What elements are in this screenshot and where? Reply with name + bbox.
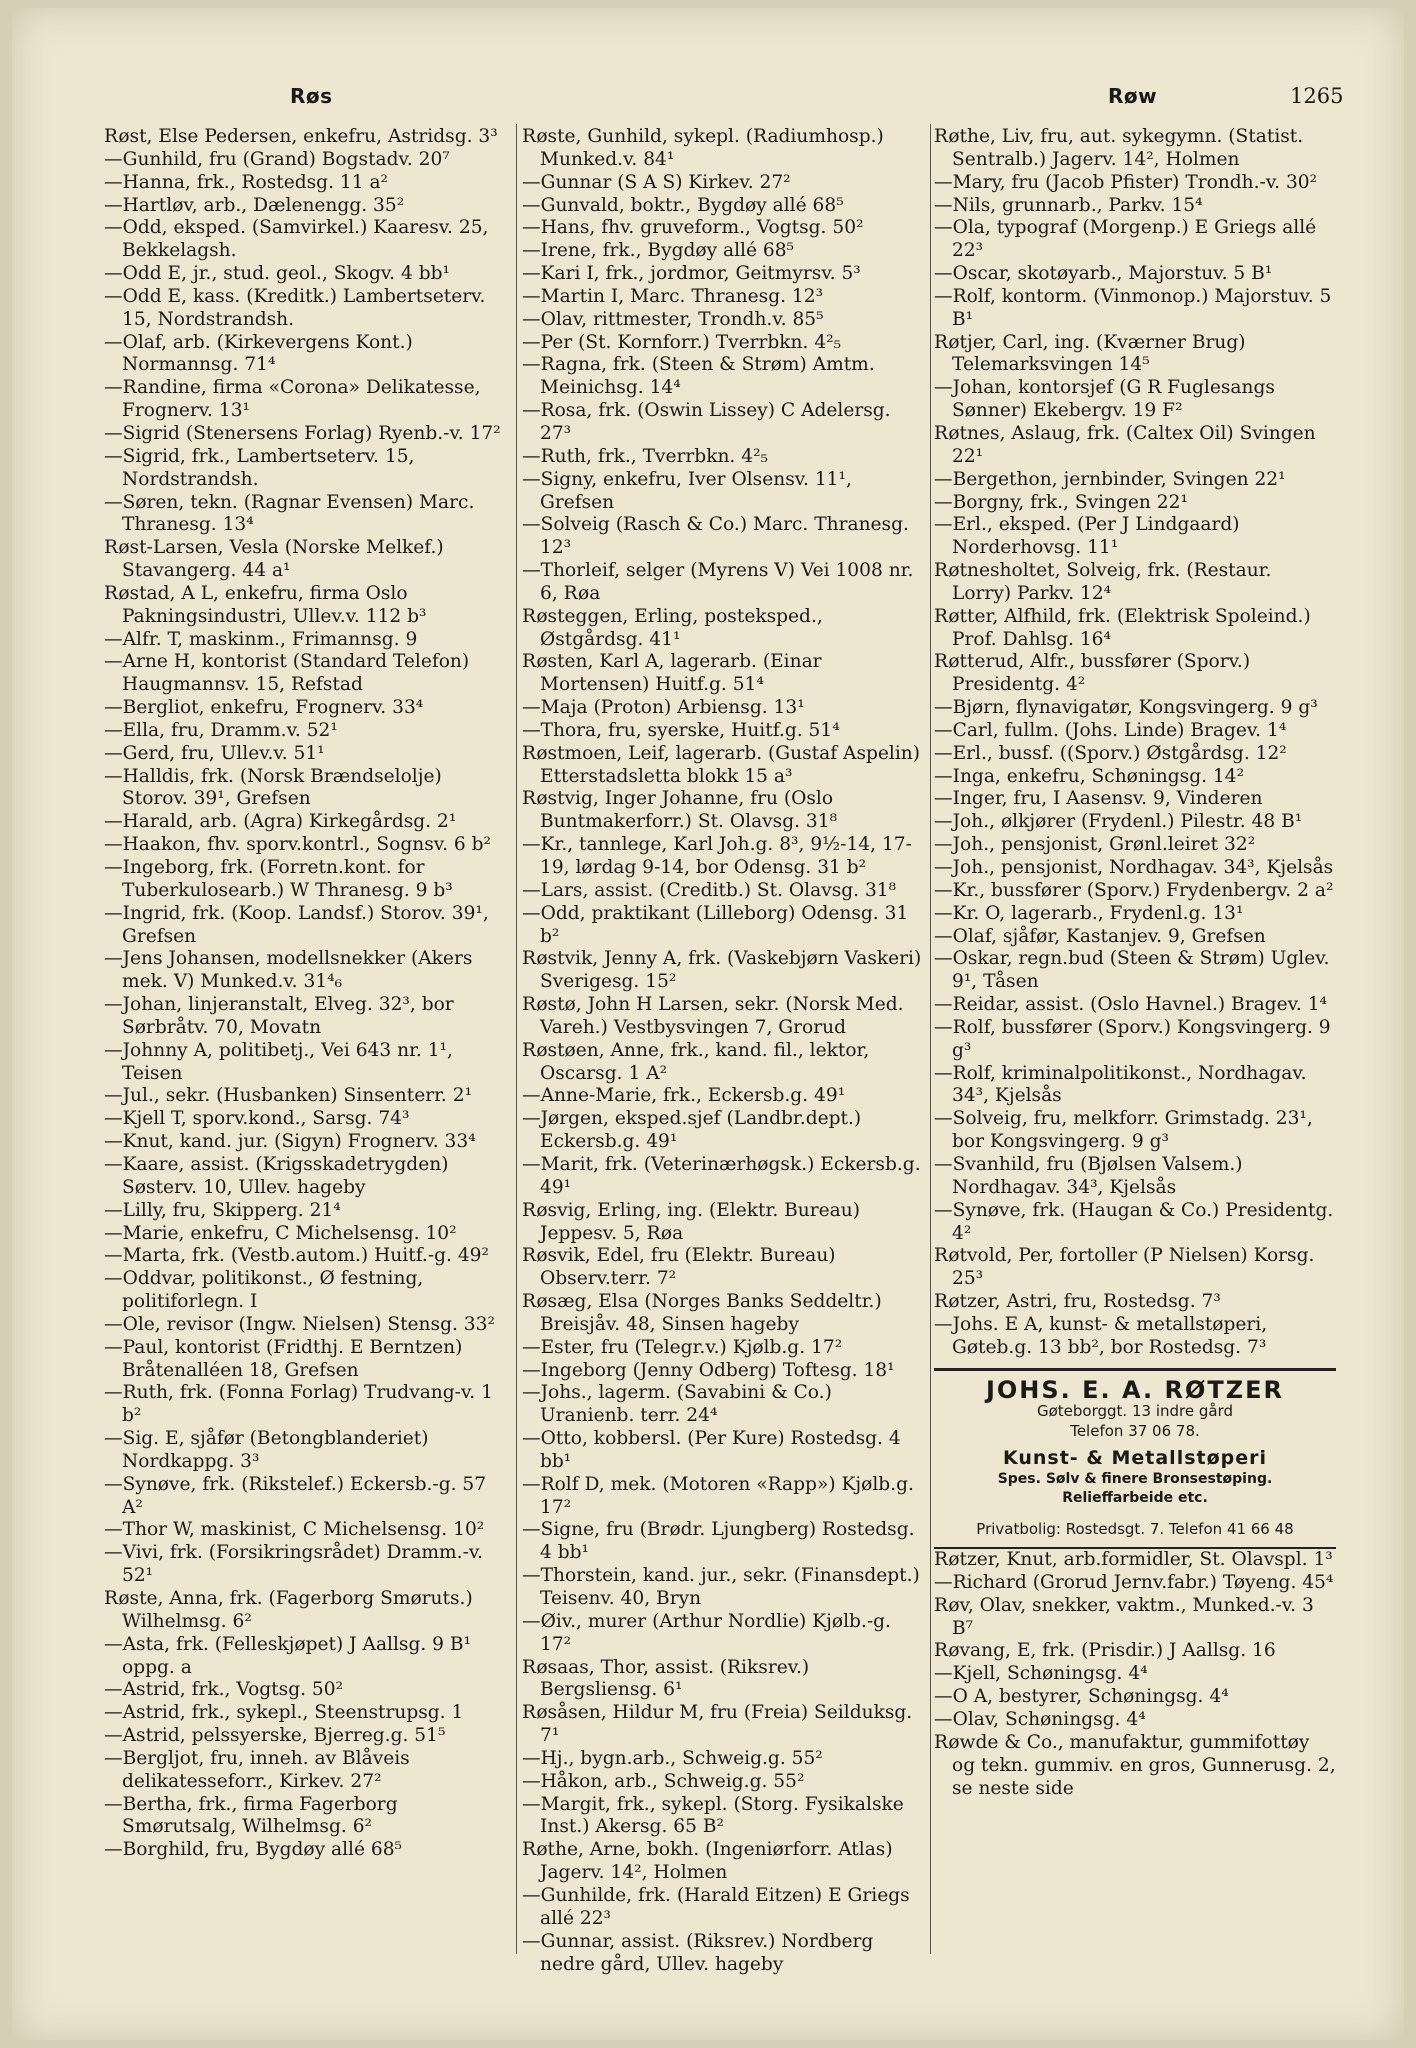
directory-entry: —Knut, kand. jur. (Sigyn) Frognerv. 33⁴ <box>104 1131 476 1153</box>
directory-entry: —Ingeborg, frk. (Forretn.kont. for Tuberkulosearb.) W Thranesg. 9 b³ <box>104 857 453 901</box>
directory-entry: Røtjer, Carl, ing. (Kværner Brug) Telemarksvingen 14⁵ <box>934 331 1246 376</box>
directory-entry: Røwde & Co., manufaktur, gummifottøy og tekn. gummiv. en gros, Gunnerusg. 2, se neste side <box>934 1731 1336 1799</box>
running-head-right: Røw <box>1108 84 1158 108</box>
directory-entry: —Gunhild, fru (Grand) Bogstadv. 20⁷ <box>104 148 450 170</box>
directory-entry: Røtnes, Aslaug, frk. (Caltex Oil) Svingen 22¹ <box>934 422 1316 467</box>
directory-entry: —Ingeborg (Jenny Odberg) Toftesg. 18¹ <box>522 1359 895 1381</box>
ad-address: Gøteborggt. 13 indre gård <box>1037 1402 1233 1421</box>
directory-entry: —Harald, arb. (Agra) Kirkegårdsg. 2¹ <box>104 811 457 833</box>
directory-entry: —Asta, frk. (Felleskjøpet) J Aallsg. 9 B¹ oppg. a <box>104 1633 472 1678</box>
directory-entry: —Bergethon, jernbinder, Svingen 22¹ <box>934 468 1286 490</box>
directory-entry: —Hanna, frk., Rostedsg. 11 a² <box>104 171 389 193</box>
directory-entry: —Ole, revisor (Ingw. Nielsen) Stensg. 33² <box>104 1313 495 1335</box>
ad-company-name: JOHS. E. A. RØTZER <box>985 1375 1285 1404</box>
directory-entry: —Kr., tannlege, Karl Joh.g. 8³, 9½-14, 17-19, lørdag 9-14, bor Odensg. 31 b² <box>522 834 912 878</box>
directory-entry: Røsvik, Edel, fru (Elektr. Bureau) Observ.terr. 7² <box>522 1245 836 1290</box>
directory-entry: —Signe, fru (Brødr. Ljungberg) Rostedsg. 4 bb¹ <box>522 1519 915 1564</box>
directory-entry: —Paul, kontorist (Fridthj. E Berntzen) Bråtenalléen 18, Grefsen <box>104 1336 463 1381</box>
directory-entry: —Gunnar (S A S) Kirkev. 27² <box>522 171 791 193</box>
directory-entry: —Per (St. Kornforr.) Tverrbkn. 4²₅ <box>522 331 842 353</box>
directory-entry: —Hans, fhv. gruveform., Vogtsg. 50² <box>522 217 864 239</box>
directory-entry: Røst, Else Pedersen, enkefru, Astridsg. 3³ <box>104 126 498 147</box>
directory-entry: —Bergliot, enkefru, Frognerv. 33⁴ <box>104 697 424 719</box>
directory-entry: —Ruth, frk. (Fonna Forlag) Trudvang-v. 1 b² <box>104 1382 493 1427</box>
directory-entry: —Ingrid, frk. (Koop. Landsf.) Storov. 39¹, Grefsen <box>104 902 489 947</box>
directory-entry: —Nils, grunnarb., Parkv. 15⁴ <box>934 194 1203 216</box>
ad-business: Kunst- & Metallstøperi <box>1002 1447 1268 1470</box>
directory-entry: —Svanhild, fru (Bjølsen Valsem.) Nordhagav. 34³, Kjelsås <box>934 1153 1243 1198</box>
directory-entry: —Hartløv, arb., Dælenengg. 35² <box>104 194 405 216</box>
directory-entry: —Erl., bussf. ((Sporv.) Østgårdsg. 12² <box>934 742 1287 764</box>
directory-entry: —Rolf, kriminalpolitikonst., Nordhagav. 34³, Kjelsås <box>934 1062 1307 1107</box>
directory-entry: Røstø, John H Larsen, sekr. (Norsk Med. Vareh.) Vestbysvingen 7, Grorud <box>522 994 904 1038</box>
directory-entry: —Kr., bussfører (Sporv.) Frydenbergv. 2 a² <box>934 879 1334 901</box>
directory-entry: —Johan, kontorsjef (G R Fuglesangs Sønner) Ekebergv. 19 F² <box>934 377 1275 422</box>
directory-entry: —Ruth, frk., Tverrbkn. 4²₅ <box>522 445 768 467</box>
directory-entry: —Solveig (Rasch & Co.) Marc. Thranesg. 12³ <box>522 514 909 559</box>
directory-entry: —Astrid, frk., sykepl., Steenstrupsg. 1 <box>104 1702 464 1724</box>
directory-entry: —Joh., pensjonist, Grønl.leiret 32² <box>934 834 1256 856</box>
directory-entry: —Kr. O, lagerarb., Frydenl.g. 13¹ <box>934 902 1244 924</box>
directory-entry: —Kjell, Schøningsg. 4⁴ <box>934 1663 1148 1685</box>
directory-entry: —Halldis, frk. (Norsk Brændselolje) Storov. 39¹, Grefsen <box>104 765 442 810</box>
directory-entry: —Signy, enkefru, Iver Olsensv. 11¹, Grefsen <box>522 468 852 513</box>
directory-entry: —Inga, enkefru, Schøningsg. 14² <box>934 765 1245 787</box>
directory-entry: —Solveig, fru, melkforr. Grimstadg. 23¹, bor Kongsvingerg. 9 g³ <box>934 1108 1313 1153</box>
directory-entry: —Ester, fru (Telegr.v.) Kjølb.g. 17² <box>522 1336 843 1358</box>
directory-entry: —Kaare, assist. (Krigsskadetrygden) Søsterv. 10, Ullev. hageby <box>104 1153 449 1198</box>
directory-entry: —Sigrid, frk., Lambertseterv. 15, Nordstrandsh. <box>104 445 415 490</box>
directory-entry: —Rolf, kontorm. (Vinmonop.) Majorstuv. 5 B¹ <box>934 285 1332 330</box>
directory-entry: —Kjell T, sporv.kond., Sarsg. 74³ <box>104 1108 410 1130</box>
directory-entry: —Ola, typograf (Morgenp.) E Griegs allé 22³ <box>934 217 1317 262</box>
directory-entry: —Lars, assist. (Creditb.) St. Olavsg. 31⁸ <box>522 879 897 901</box>
directory-entry: —Olaf, sjåfør, Kastanjev. 9, Grefsen <box>934 925 1266 947</box>
directory-entry: —Olaf, arb. (Kirkevergens Kont.) Normannsg. 71⁴ <box>104 331 413 376</box>
directory-entry: Røtzer, Astri, fru, Rostedsg. 7³ <box>934 1291 1221 1313</box>
directory-entry: —Thor W, maskinist, C Michelsensg. 10² <box>104 1519 485 1541</box>
directory-entry: —Gunhilde, frk. (Harald Eitzen) E Griegs allé 22³ <box>522 1884 910 1929</box>
directory-entry: —Astrid, pelssyerske, Bjerreg.g. 51⁵ <box>104 1725 446 1747</box>
directory-entry: —Maja (Proton) Arbiensg. 13¹ <box>522 697 805 719</box>
directory-entry: —Hj., bygn.arb., Schweig.g. 55² <box>522 1747 823 1769</box>
directory-entry: —Mary, fru (Jacob Pfister) Trondh.-v. 30² <box>934 171 1318 193</box>
directory-entry: —Lilly, fru, Skipperg. 21⁴ <box>104 1199 341 1221</box>
directory-entry: Røste, Anna, frk. (Fagerborg Smøruts.) Wilhelmsg. 6² <box>104 1588 473 1632</box>
ad-spec-1: Spes. Sølv & finere Bronsestøping. <box>997 1471 1273 1488</box>
directory-entry: Røtnesholtet, Solveig, frk. (Restaur. Lorry) Parkv. 12⁴ <box>934 560 1272 604</box>
directory-entry: Røtvold, Per, fortoller (P Nielsen) Korsg. 25³ <box>934 1245 1315 1290</box>
directory-entry: —Oskar, regn.bud (Steen & Strøm) Uglev. 9¹, Tåsen <box>934 948 1330 993</box>
column-divider <box>930 124 931 1954</box>
directory-page <box>12 8 1404 2040</box>
directory-entry: —Sig. E, sjåfør (Betongblanderiet) Nordkappg. 3³ <box>104 1428 429 1472</box>
directory-entry: Røvang, E, frk. (Prisdir.) J Aallsg. 16 <box>934 1640 1276 1662</box>
directory-entry: —Johan, linjeranstalt, Elveg. 32³, bor Sørbråtv. 70, Movatn <box>104 994 454 1038</box>
column-1 <box>104 126 504 1862</box>
directory-entry: —Oscar, skotøyarb., Majorstuv. 5 B¹ <box>934 263 1273 285</box>
directory-entry: —Gunnar, assist. (Riksrev.) Nordberg nedre gård, Ullev. hageby <box>522 1930 874 1975</box>
directory-entry: Røsten, Karl A, lagerarb. (Einar Mortensen) Huitf.g. 51⁴ <box>522 651 822 696</box>
directory-entry: —Joh., ølkjører (Frydenl.) Pilestr. 48 B¹ <box>934 811 1303 833</box>
directory-entry: —Olav, rittmester, Trondh.v. 85⁵ <box>522 308 824 330</box>
directory-entry: —Bergljot, fru, inneh. av Blåveis delikatesseforr., Kirkev. 27² <box>104 1747 410 1792</box>
column-3-entries-bottom <box>934 1549 1336 1800</box>
directory-entry: —Oddvar, politikonst., Ø festning, politiforlegn. I <box>104 1268 424 1313</box>
directory-entry: —Thorstein, kand. jur., sekr. (Finansdept.) Teisenv. 40, Bryn <box>522 1565 920 1609</box>
directory-entry: —Erl., eksped. (Per J Lindgaard) Norderhovsg. 11¹ <box>934 514 1240 559</box>
directory-entry: Røsvig, Erling, ing. (Elektr. Bureau) Jeppesv. 5, Røa <box>522 1199 860 1244</box>
directory-entry: —Arne H, kontorist (Standard Telefon) Haugmannsv. 15, Refstad <box>104 651 470 696</box>
directory-entry: —Irene, frk., Bygdøy allé 68⁵ <box>522 240 794 262</box>
directory-entry: —Ragna, frk. (Steen & Strøm) Amtm. Meinichsg. 14⁴ <box>522 354 875 399</box>
directory-entry: —Otto, kobbersl. (Per Kure) Rostedsg. 4 bb¹ <box>522 1428 901 1472</box>
directory-entry: Røtter, Alfhild, frk. (Elektrisk Spoleind.) Prof. Dahlsg. 16⁴ <box>934 605 1311 650</box>
directory-entry: —Borgny, frk., Svingen 22¹ <box>934 491 1188 513</box>
directory-entry: —Synøve, frk. (Rikstelef.) Eckersb.-g. 57 A² <box>104 1473 487 1518</box>
directory-entry: Røstmoen, Leif, lagerarb. (Gustaf Aspelin) Etterstadsletta blokk 15 a³ <box>522 742 921 787</box>
directory-entry: —Odd, eksped. (Samvirkel.) Kaaresv. 25, Bekkelagsh. <box>104 217 489 262</box>
directory-entry: —Randine, firma «Corona» Delikatesse, Frognerv. 13¹ <box>104 377 481 422</box>
directory-entry: Røtzer, Knut, arb.formidler, St. Olavspl. 1³ <box>934 1549 1333 1571</box>
directory-entry: —Kari I, frk., jordmor, Geitmyrsv. 5³ <box>522 263 861 285</box>
directory-entry: —Carl, fullm. (Johs. Linde) Bragev. 1⁴ <box>934 719 1287 741</box>
directory-entry: —Richard (Grorud Jernv.fabr.) Tøyeng. 45⁴ <box>934 1571 1334 1593</box>
directory-entry: —Rolf D, mek. (Motoren «Rapp») Kjølb.g. 17² <box>522 1473 914 1518</box>
ad-private-address: Privatbolig: Rostedsgt. 7. Telefon 41 66 48 <box>976 1520 1294 1539</box>
directory-entry: —Odd E, kass. (Kreditk.) Lambertseterv. 15, Nordstrandsh. <box>104 285 486 330</box>
directory-entry: Røsteggen, Erling, posteksped., Østgårdsg. 41¹ <box>522 605 823 650</box>
directory-entry: —Johs., lagerm. (Savabini & Co.) Uranienb. terr. 24⁴ <box>522 1382 832 1427</box>
running-head-left: Røs <box>290 84 333 108</box>
directory-entry: Røstad, A L, enkefru, firma Oslo Pakningsindustri, Ullev.v. 112 b³ <box>104 582 427 627</box>
column-3 <box>934 126 1336 1800</box>
directory-entry: Røsåsen, Hildur M, fru (Freia) Seilduksg. 7¹ <box>522 1702 913 1747</box>
directory-entry: —Martin I, Marc. Thranesg. 12³ <box>522 285 824 307</box>
directory-entry: —Vivi, frk. (Forsikringsrådet) Dramm.-v. 52¹ <box>104 1542 484 1587</box>
directory-entry: —Haakon, fhv. sporv.kontrl., Sognsv. 6 b² <box>104 834 491 856</box>
directory-entry: Røsæg, Elsa (Norges Banks Seddeltr.) Breisjåv. 48, Sinsen hageby <box>522 1291 882 1335</box>
directory-entry: Røste, Gunhild, sykepl. (Radiumhosp.) Munked.v. 84¹ <box>522 126 884 170</box>
directory-entry: —Marit, frk. (Veterinærhøgsk.) Eckersb.g. 49¹ <box>522 1153 921 1198</box>
directory-entry: —Johnny A, politibetj., Vei 643 nr. 1¹, Teisen <box>104 1039 453 1084</box>
directory-entry: —Thora, fru, syerske, Huitf.g. 51⁴ <box>522 719 840 741</box>
directory-entry: —Synøve, frk. (Haugan & Co.) Presidentg. 4² <box>934 1199 1334 1244</box>
directory-entry: Røthe, Arne, bokh. (Ingeniørforr. Atlas) Jagerv. 14², Holmen <box>522 1839 893 1884</box>
directory-entry: —Sigrid (Stenersens Forlag) Ryenb.-v. 17² <box>104 422 501 444</box>
directory-entry: —Bjørn, flynavigatør, Kongsvingerg. 9 g³ <box>934 697 1318 719</box>
directory-entry: —Inger, fru, I Aasensv. 9, Vinderen <box>934 788 1263 810</box>
directory-entry: —Gerd, fru, Ullev.v. 51¹ <box>104 742 325 764</box>
directory-entry: —Jørgen, eksped.sjef (Landbr.dept.) Eckersb.g. 49¹ <box>522 1108 862 1153</box>
directory-entry: Røstvig, Inger Johanne, fru (Oslo Buntmakerforr.) St. Olavsg. 31⁸ <box>522 788 838 833</box>
ad-phone: Telefon 37 06 78. <box>1070 1422 1200 1441</box>
directory-entry: —Bertha, frk., firma Fagerborg Smørutsalg, Wilhelmsg. 6² <box>104 1793 398 1838</box>
directory-entry: —Øiv., murer (Arthur Nordlie) Kjølb.-g. 17² <box>522 1610 891 1655</box>
directory-entry: —Alfr. T, maskinm., Frimannsg. 9 <box>104 628 418 650</box>
directory-entry: —Astrid, frk., Vogtsg. 50² <box>104 1679 344 1701</box>
directory-entry: Røstvik, Jenny A, frk. (Vaskebjørn Vaskeri) Sverigesg. 15² <box>522 948 922 993</box>
directory-entry: —O A, bestyrer, Schøningsg. 4⁴ <box>934 1686 1229 1708</box>
directory-entry: —Reidar, assist. (Oslo Havnel.) Bragev. 1⁴ <box>934 994 1327 1016</box>
directory-entry: —Odd E, jr., stud. geol., Skogv. 4 bb¹ <box>104 263 450 285</box>
directory-entry: —Olav, Schøningsg. 4⁴ <box>934 1709 1146 1730</box>
advertisement-box <box>934 1368 1336 1550</box>
directory-entry: —Joh., pensjonist, Nordhagav. 34³, Kjelsås <box>934 857 1334 878</box>
page-number: 1265 <box>1290 84 1344 108</box>
directory-entry: Røstøen, Anne, frk., kand. fil., lektor, Oscarsg. 1 A² <box>522 1039 870 1084</box>
directory-entry: —Håkon, arb., Schweig.g. 55² <box>522 1770 805 1792</box>
directory-entry: —Gunvald, boktr., Bygdøy allé 68⁵ <box>522 194 844 216</box>
directory-entry: —Borghild, fru, Bygdøy allé 68⁵ <box>104 1839 402 1861</box>
directory-entry: —Thorleif, selger (Myrens V) Vei 1008 nr. 6, Røa <box>522 560 914 604</box>
directory-entry: —Marie, enkefru, C Michelsensg. 10² <box>104 1222 457 1244</box>
directory-entry: Røthe, Liv, fru, aut. sykegymn. (Statist. Sentralb.) Jagerv. 14², Holmen <box>934 126 1304 170</box>
column-divider <box>516 124 517 1954</box>
directory-entry: —Rolf, bussfører (Sporv.) Kongsvingerg. 9 g³ <box>934 1016 1331 1061</box>
directory-entry: —Ella, fru, Dramm.v. 52¹ <box>104 719 338 741</box>
ad-spec-2: Relieffarbeide etc. <box>1062 1490 1208 1507</box>
directory-entry: —Anne-Marie, frk., Eckersb.g. 49¹ <box>522 1085 846 1107</box>
directory-entry: —Rosa, frk. (Oswin Lissey) C Adelersg. 27³ <box>522 400 891 444</box>
directory-entry: —Jens Johansen, modellsnekker (Akers mek. V) Munked.v. 31⁴₆ <box>104 948 473 993</box>
directory-entry: —Odd, praktikant (Lilleborg) Odensg. 31 b² <box>522 902 909 947</box>
directory-entry: Røtterud, Alfr., bussfører (Sporv.) Presidentg. 4² <box>934 651 1251 696</box>
column-3-entries-top <box>934 126 1336 1360</box>
directory-entry: —Marta, frk. (Vestb.autom.) Huitf.-g. 49² <box>104 1245 489 1267</box>
directory-entry: —Johs. E A, kunst- & metallstøperi, Gøteb.g. 13 bb², bor Rostedsg. 7³ <box>934 1313 1268 1358</box>
directory-entry: —Søren, tekn. (Ragnar Evensen) Marc. Thranesg. 13⁴ <box>104 491 475 536</box>
column-2 <box>522 126 922 1976</box>
directory-entry: Røsaas, Thor, assist. (Riksrev.) Bergsliensg. 6¹ <box>522 1656 810 1701</box>
directory-entry: —Margit, frk., sykepl. (Storg. Fysikalske Inst.) Akersg. 65 B² <box>522 1793 904 1838</box>
directory-entry: Røv, Olav, snekker, vaktm., Munked.-v. 3 B⁷ <box>934 1594 1314 1639</box>
directory-entry: —Jul., sekr. (Husbanken) Sinsenterr. 2¹ <box>104 1085 473 1107</box>
directory-entry: Røst-Larsen, Vesla (Norske Melkef.) Stavangerg. 44 a¹ <box>104 537 444 582</box>
